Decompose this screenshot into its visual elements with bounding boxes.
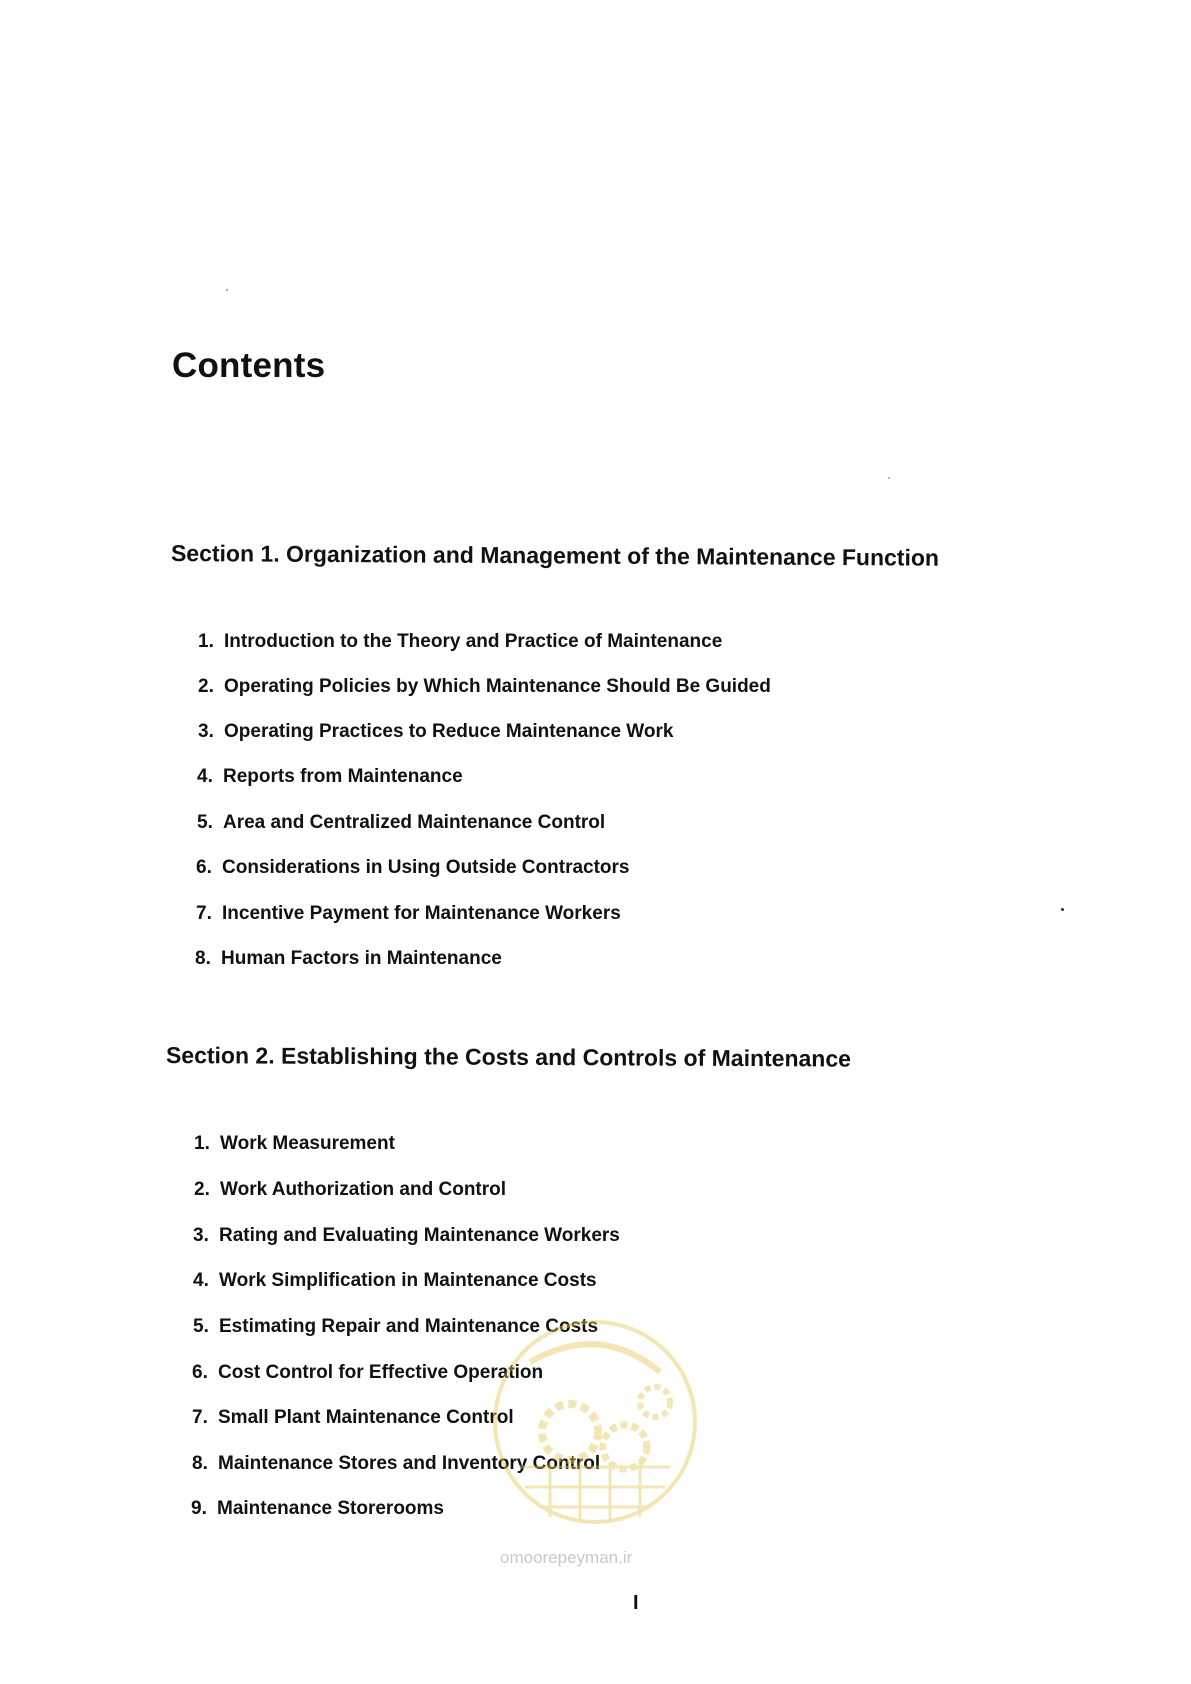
toc-entry-2-7[interactable] (192, 1407, 514, 1429)
toc-entry-1-1[interactable] (198, 631, 722, 653)
entry-title: Work Simplification in Maintenance Costs (219, 1270, 597, 1291)
entry-title: Rating and Evaluating Maintenance Workers (219, 1225, 620, 1246)
entry-title: Operating Practices to Reduce Maintenance Work (224, 721, 674, 742)
toc-entry-1-8[interactable] (195, 948, 502, 970)
entry-title: Maintenance Storerooms (217, 1498, 444, 1519)
toc-entry-2-3[interactable] (193, 1225, 620, 1247)
entry-title: Reports from Maintenance (223, 766, 463, 787)
entry-number: 1. (194, 1133, 210, 1154)
entry-title: Human Factors in Maintenance (221, 948, 502, 969)
entry-title: Incentive Payment for Maintenance Workers (222, 903, 621, 924)
watermark-text: omoorepeyman.ir (500, 1548, 633, 1567)
toc-entry-2-1[interactable] (194, 1133, 395, 1155)
entry-title: Small Plant Maintenance Control (218, 1407, 514, 1428)
toc-entry-2-9[interactable] (191, 1498, 444, 1520)
toc-entry-2-2[interactable] (194, 1179, 506, 1201)
toc-entry-1-3[interactable] (198, 721, 673, 743)
entry-number: 7. (196, 903, 212, 924)
entry-number: 9. (191, 1498, 207, 1519)
entry-title: Operating Policies by Which Maintenance Should Be Guided (224, 676, 771, 697)
scan-speck (888, 477, 890, 479)
entry-number: 4. (193, 1270, 209, 1291)
entry-number: 6. (192, 1362, 208, 1383)
entry-number: 2. (194, 1179, 210, 1200)
page-title: Contents (172, 346, 326, 385)
entry-number: 5. (197, 812, 213, 833)
entry-title: Work Measurement (220, 1133, 395, 1154)
entry-title: Work Authorization and Control (220, 1179, 507, 1200)
toc-entry-1-7[interactable] (196, 903, 621, 925)
entry-number: 1. (198, 631, 214, 652)
toc-entry-1-4[interactable] (197, 766, 463, 788)
entry-number: 6. (196, 857, 212, 878)
page-number: I (633, 1592, 639, 1614)
toc-entry-2-4[interactable] (193, 1270, 597, 1292)
entry-title: Introduction to the Theory and Practice of Maintenance (224, 631, 723, 652)
scan-speck (226, 289, 228, 291)
toc-entry-1-2[interactable] (198, 676, 771, 698)
scan-speck (1061, 908, 1064, 911)
section-2-heading: Section 2. Establishing the Costs and Controls of Maintenance (165, 1042, 852, 1072)
entry-title: Cost Control for Effective Operation (218, 1362, 544, 1383)
entry-number: 3. (193, 1225, 209, 1246)
toc-entry-1-6[interactable] (196, 857, 630, 879)
entry-number: 7. (192, 1407, 208, 1428)
entry-number: 4. (197, 766, 213, 787)
section-1-heading: Section 1. Organization and Management of the Maintenance Function (170, 540, 940, 571)
toc-entry-1-5[interactable] (197, 812, 605, 834)
entry-number: 5. (193, 1316, 209, 1337)
entry-title: Estimating Repair and Maintenance Costs (219, 1316, 599, 1337)
entry-number: 8. (195, 948, 211, 969)
entry-number: 2. (198, 676, 214, 697)
entry-title: Considerations in Using Outside Contractors (222, 857, 630, 878)
entry-title: Area and Centralized Maintenance Control (223, 812, 606, 833)
entry-number: 3. (198, 721, 214, 742)
entry-title: Maintenance Stores and Inventory Control (218, 1453, 601, 1474)
watermark-logo-icon (490, 1302, 700, 1552)
entry-number: 8. (192, 1453, 208, 1474)
